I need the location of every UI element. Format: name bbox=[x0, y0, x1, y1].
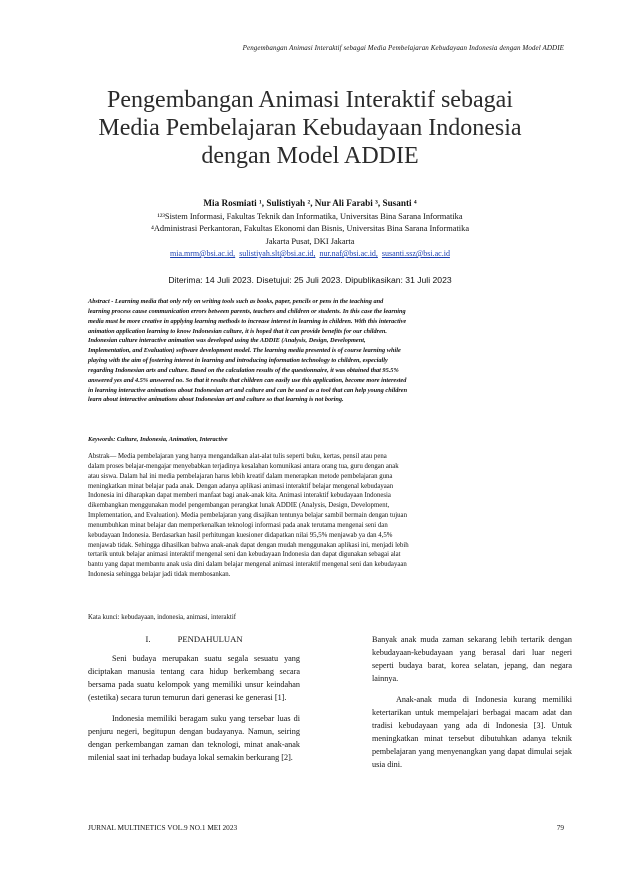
journal-footer: JURNAL MULTINETICS VOL.9 NO.1 MEI 2023 bbox=[88, 823, 238, 832]
author-list: Mia Rosmiati ¹, Sulistiyah ², Nur Ali Farabi ³, Susanti ⁴ bbox=[203, 198, 417, 208]
abstract-line: in learning interactive animations about Indonesian art and culture and can be used as a tool that can help young children bbox=[88, 386, 408, 394]
abstract-line: dalam proses belajar-mengajar menyebabkan terjadinya kesalahan komunikasi antara orang tua, guru dengan anak bbox=[88, 462, 399, 470]
publication-dates: Diterima: 14 Juli 2023. Disetujui: 25 Juli 2023. Dipublikasikan: 31 Juli 2023 bbox=[168, 275, 452, 285]
running-head: Pengembangan Animasi Interaktif sebagai Media Pembelajaran Kebudayaan Indonesia dengan Model ADDIE bbox=[242, 44, 564, 52]
abstract-line: meningkatkan minat belajar pada anak. Dengan adanya aplikasi animasi interaktif belajar mengenal kebudayaan bbox=[88, 482, 394, 490]
abstract-line: Indonesia ini diharapkan dapat memberi manfaat bagi anak-anak kita. Animasi interaktif kebudayaan Indonesia bbox=[88, 492, 391, 500]
abstract-line: learning process cause communication errors between parents, teachers and children or students. In this case the learning bbox=[88, 307, 406, 315]
affiliation: ¹²³Sistem Informasi, Fakultas Teknik dan Informatika, Universitas Bina Sarana Informatika bbox=[157, 212, 463, 221]
keywords-english: Keywords: Culture, Indonesia, Animation, Interactive bbox=[88, 436, 228, 443]
section-heading bbox=[88, 633, 300, 646]
abstract-line: playing with the aim of fostering interest in learning and introducing information technology to children, especially bbox=[88, 357, 388, 365]
abstract-line: animation application learning to know Indonesian culture, it is hoped that it can provide benefits for our children. bbox=[88, 327, 387, 335]
author-emails bbox=[60, 249, 560, 258]
abstract-line: menumbuhkan minat belajar dan memperkenalkan teknologi informasi pada anak terutama mengenai seni dan bbox=[88, 521, 388, 529]
abstract-line: atau siswa. Dalam hal ini media pembelajaran harus lebih kreatif dalam menerapkan metode pembelajaran guna bbox=[88, 472, 393, 480]
abstract-line: bantu yang dapat membantu anak usia dini dalam belajar mengenal animasi interaktif mengenal seni dan kebudayaan bbox=[88, 561, 407, 569]
abstract-line: tertarik untuk belajar animasi interaktif mengenal seni dan kebudayaan Indonesia dan dapat digunakan sebagai alat bbox=[88, 551, 401, 559]
section-title: PENDAHULUAN bbox=[177, 634, 243, 644]
body-paragraph: Indonesia memiliki beragam suku yang tersebar luas di penjuru negeri, begitupun dengan budayanya. Namun, seiring dengan perkembangan zaman dan teknologi, minat anak-anak milenial saat ini terhadap budaya lokal semakin berkurang [2]. bbox=[88, 714, 300, 762]
paper-title bbox=[60, 86, 560, 170]
title-line: Media Pembelajaran Kebudayaan Indonesia bbox=[98, 115, 522, 141]
email-link[interactable]: mia.mrm@bsi.ac.id, bbox=[170, 249, 236, 258]
title-line: dengan Model ADDIE bbox=[201, 143, 419, 169]
abstract-line: menjawab tidak. Sehingga dihasilkan bahwa anak-anak dapat dengan mudah menggunakan aplikasi ini, menjadi lebih bbox=[88, 541, 409, 549]
abstract-line: Abstract - Learning media that only rely on writing tools such as books, paper, pencils or pens in the teaching and bbox=[88, 298, 384, 305]
abstract-line: media must be more creative in applying learning methods to increase interest in learning in children. With this interactive bbox=[88, 317, 407, 325]
abstract-line: regarding Indonesian arts and culture. Based on the calculation results of the questionnaire, it was obtained that 95.5% bbox=[88, 366, 399, 374]
body-paragraph: Banyak anak muda zaman sekarang lebih tertarik dengan kebudayaan-kebudayaan yang berasal dari luar negeri seperti budaya barat, korea selatan, jepang, dan negara lainnya. bbox=[372, 635, 572, 683]
abstract-line: kebudayaan Indonesia. Berdasarkan hasil perhitungan kuesioner didapatkan nilai 95,5% menjawab ya dan 4,5% bbox=[88, 531, 393, 539]
abstract-line: learn about interactive animations about Indonesian art and culture so that learning is not boring. bbox=[88, 396, 344, 404]
body-paragraph: Anak-anak muda di Indonesia kurang memiliki ketertarikan untuk mempelajari berbagai macam adat dan tradisi kebudayaan yang ada di Indonesia [3]. Untuk meningkatkan minat tersebut dibutuhkan adanya teknik pembelajaran yang menyenangkan yang dapat dimulai sejak usia dini. bbox=[372, 695, 572, 769]
abstract-indonesian bbox=[88, 452, 572, 580]
body-column-left bbox=[88, 633, 300, 772]
email-link[interactable]: nur.naf@bsi.ac.id, bbox=[319, 249, 378, 258]
abstract-english bbox=[88, 297, 572, 405]
abstract-line: Implementation, and Evaluation) software development model. The learning media presented is of course learning while bbox=[88, 347, 401, 355]
abstract-line: dikembangkan menggunakan model pengembangan perangkat lunak ADDIE (Analysis, Design, Development, bbox=[88, 502, 390, 510]
body-paragraph: Seni budaya merupakan suatu segala sesuatu yang diciptakan manusia tentang cara hidup berkembang secara bersama pada suatu kelompok yang memiliki unsur keindahan (estetika) secara turun temurun dari generasi ke generasi [1]. bbox=[88, 654, 300, 702]
email-link[interactable]: sulistiyah.slt@bsi.ac.id, bbox=[239, 249, 316, 258]
abstract-line: answered yes and 4.5% answered no. So that it results that children can easily use this application, become more interested bbox=[88, 376, 407, 384]
body-column-right bbox=[372, 633, 572, 779]
page-number: 79 bbox=[556, 823, 564, 832]
abstract-line: Abstrak— Media pembelajaran yang hanya mengandalkan alat-alat tulis seperti buku, kertas, pensil atau pena bbox=[88, 453, 387, 460]
email-link[interactable]: susanti.ssz@bsi.ac.id bbox=[381, 249, 450, 258]
abstract-line: Indonesia sehingga belajar jadi tidak membosankan. bbox=[88, 571, 231, 579]
abstract-line: Indonesian culture interactive animation was developed using the ADDIE (Analysis, Design, Development, bbox=[88, 337, 366, 345]
affiliation-location: Jakarta Pusat, DKI Jakarta bbox=[265, 237, 355, 246]
title-line: Pengembangan Animasi Interaktif sebagai bbox=[107, 87, 513, 113]
section-number: I. bbox=[145, 634, 151, 644]
affiliation: ⁴Administrasi Perkantoran, Fakultas Ekonomi dan Bisnis, Universitas Bina Sarana Informatika bbox=[150, 224, 470, 233]
keywords-indonesian: Kata kunci: kebudayaan, indonesia, animasi, interaktif bbox=[88, 614, 236, 621]
abstract-line: Implementation, and Evaluation). Media pembelajaran yang disajikan tentunya belajar sambil bermain dengan tujuan bbox=[88, 512, 407, 520]
